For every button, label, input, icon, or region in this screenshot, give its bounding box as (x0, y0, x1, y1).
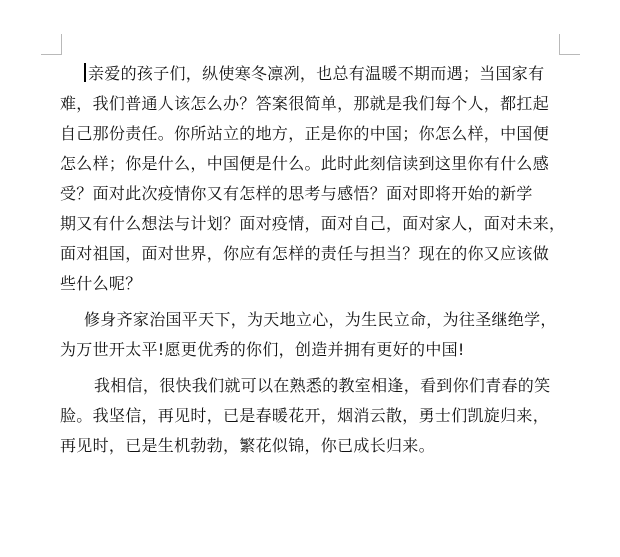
margin-corner-top-right (559, 34, 580, 55)
paragraph-line: 难，我们普通人该怎么办？答案很简单，那就是我们每个人，都扛起 (60, 94, 550, 113)
paragraph-line: 我相信，很快我们就可以在熟悉的教室相逢，看到你们青春的笑 (94, 376, 551, 395)
paragraph-line: 期又有什么想法与计划？面对疫情，面对自己，面对家人，面对未来， (60, 214, 566, 233)
paragraph-line: 再见时，已是生机勃勃，繁花似锦，你已成长归来。 (60, 436, 435, 455)
paragraph-line: 受？面对此次疫情你又有怎样的思考与感悟？面对即将开始的新学 (60, 184, 533, 203)
paragraph-2[interactable] (60, 305, 564, 365)
paragraph-line: 怎么样；你是什么，中国便是什么。此时此刻信读到这里你有什么感 (60, 154, 550, 173)
text-cursor (84, 63, 86, 82)
paragraph-line: 些什么呢？ (60, 274, 142, 293)
paragraph-line: 面对祖国，面对世界，你应有怎样的责任与担当？现在的你又应该做 (60, 244, 550, 263)
paragraph-line: 修身齐家治国平天下，为天地立心，为生民立命，为往圣继绝学， (84, 310, 557, 329)
paragraph-line: 脸。我坚信，再见时，已是春暖花开，烟消云散，勇士们凯旋归来， (60, 406, 550, 425)
paragraph-3[interactable] (60, 371, 564, 461)
margin-corner-top-left (41, 34, 62, 55)
paragraph-line: 为万世开太平!愿更优秀的你们，创造并拥有更好的中国! (60, 340, 465, 359)
paragraph-line: 亲爱的孩子们，纵使寒冬凛冽，也总有温暖不期而遇；当国家有 (60, 59, 564, 89)
document-body[interactable] (60, 59, 564, 461)
paragraph-line: 自己那份责任。你所站立的地方，正是你的中国；你怎么样，中国便 (60, 124, 550, 143)
paragraph-1[interactable] (60, 59, 564, 299)
